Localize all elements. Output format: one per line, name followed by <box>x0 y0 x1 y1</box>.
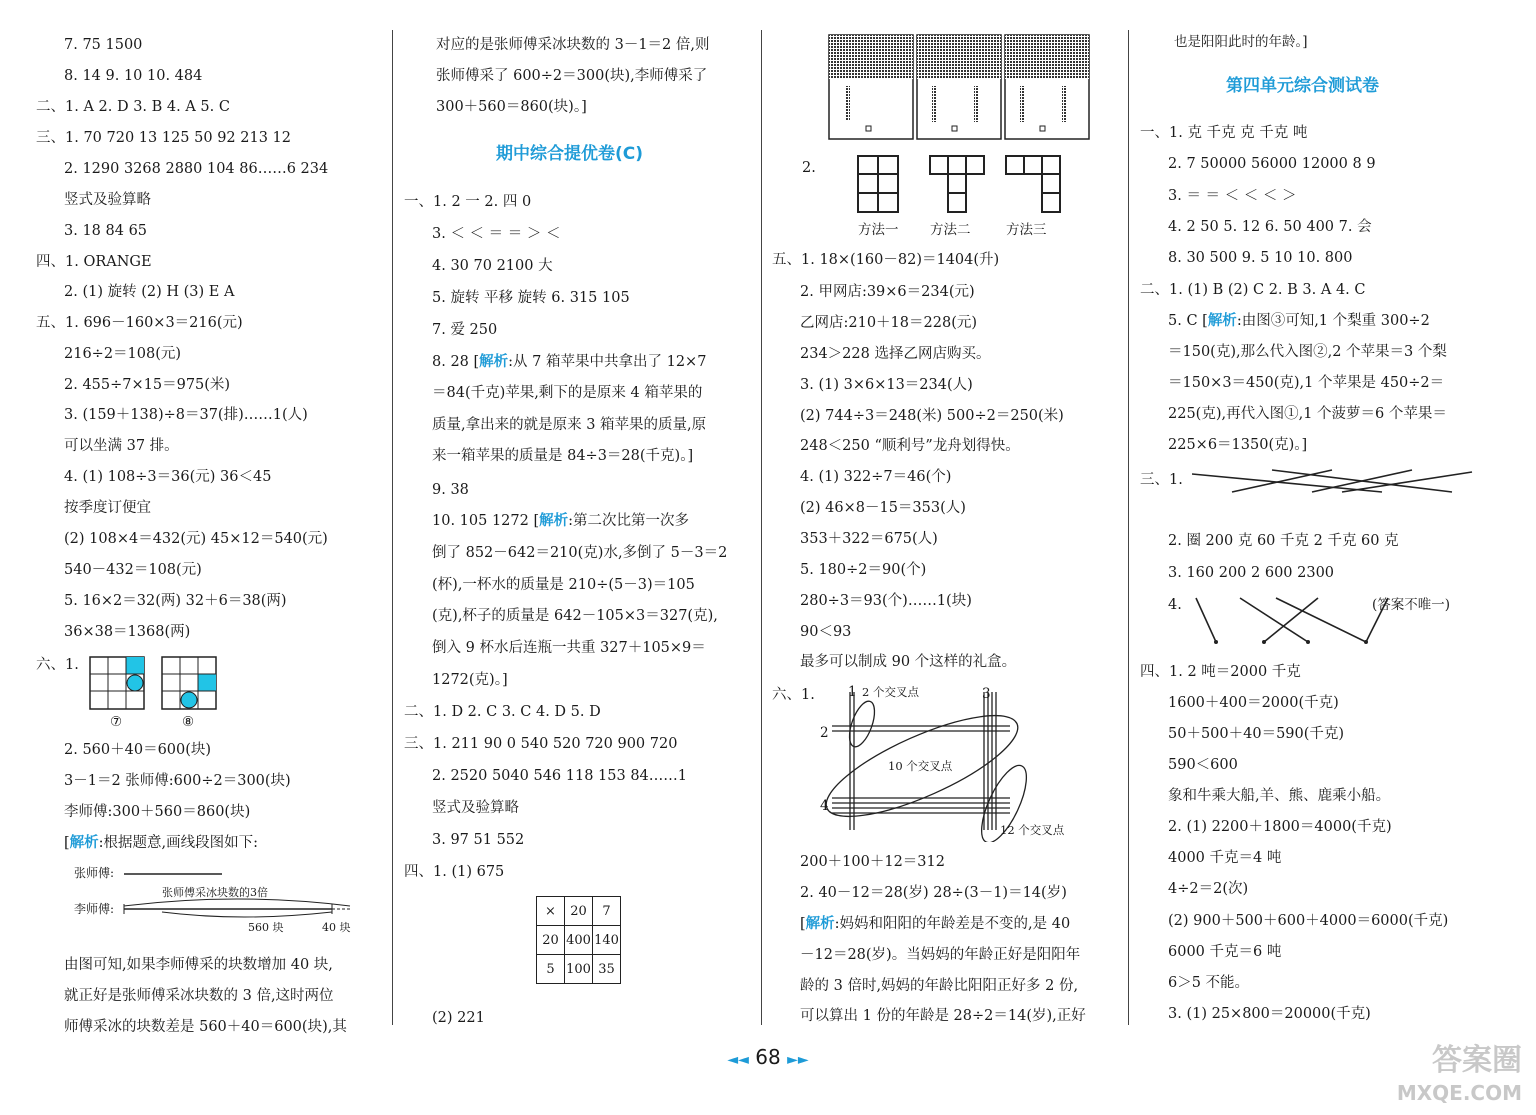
page-footer <box>0 1045 1536 1069</box>
place-value-figures <box>828 34 1090 142</box>
grid-figure-7 <box>90 657 144 709</box>
answer-line: 四、1. 2 吨＝2000 千克 <box>1140 664 1301 680</box>
analysis-tag: 解析 <box>805 915 835 932</box>
answer-line: 倒了 852－642＝210(克)水,多倒了 5－3＝2 <box>432 545 728 561</box>
answer-line: －12＝28(岁)。当妈妈的年龄正好是阳阳年 <box>800 947 1081 963</box>
figure-annotation: 12 个交叉点 <box>1000 823 1065 837</box>
page-number: 68 <box>755 1045 781 1069</box>
answer-line: 5. 旋转 平移 旋转 6. 315 105 <box>432 290 630 306</box>
answer-line: 3. (159＋138)÷8＝37(排)……1(人) <box>64 407 308 423</box>
method-label: 方法二 <box>930 222 971 238</box>
answer-line: 2. 1290 3268 2880 104 86……6 234 <box>64 161 329 177</box>
answer-line: 8. 14 9. 10 10. 484 <box>64 68 203 84</box>
answer-line: 4. 30 70 2100 大 <box>432 258 553 274</box>
answer-line: 四、1. (1) 675 <box>404 864 505 880</box>
answer-line: 4. (1) 108÷3＝36(元) 36＜45 <box>64 469 272 485</box>
answer-line: 3. (1) 3×6×13＝234(人) <box>800 377 973 393</box>
answer-text: 10. 105 1272 [ <box>432 513 540 529</box>
answer-line: 师傅采冰的块数差是 560＋40＝600(块),其 <box>64 1019 347 1035</box>
table-cell: 20 <box>537 926 565 955</box>
answer-line: 六、1. <box>772 687 815 703</box>
answer-line: 就正好是张师傅采冰块数的 3 倍,这时两位 <box>64 988 334 1004</box>
section-title: 期中综合提优卷(C) <box>496 144 644 164</box>
method-label: 方法一 <box>858 222 899 238</box>
answer-line: 8. 30 500 9. 5 10 10. 800 <box>1168 250 1353 266</box>
answer-line: 1600＋400＝2000(千克) <box>1168 695 1339 711</box>
answer-line: 2. 455÷7×15＝975(米) <box>64 377 231 393</box>
section-title: 第四单元综合测试卷 <box>1226 76 1379 96</box>
grid-figure-8 <box>162 657 216 709</box>
answer-line: 五、1. 696－160×3＝216(元) <box>36 315 243 331</box>
answer-line: 6000 千克＝6 吨 <box>1168 944 1282 960</box>
answer-line: 2. 560＋40＝600(块) <box>64 742 212 758</box>
answer-line: 三、1. <box>1140 472 1183 488</box>
answer-line: 一、1. 克 千克 克 千克 吨 <box>1140 125 1308 141</box>
prev-page-arrows-icon[interactable]: ◄◄ <box>727 1052 749 1068</box>
answer-line: 按季度订便宜 <box>64 500 151 516</box>
segment-label-li: 李师傅: <box>74 902 115 916</box>
figure-annotation: 10 个交叉点 <box>888 759 953 773</box>
answer-line: (2) 108×4＝432(元) 45×12＝540(元) <box>64 531 328 547</box>
answer-line: 4. (1) 322÷7＝46(个) <box>800 469 952 485</box>
answer-line: 300＋560＝860(块)。] <box>436 99 587 115</box>
answer-line: ＝150(克),那么代入图②,2 个苹果＝3 个梨 <box>1168 344 1447 360</box>
answer-line: 200＋100＋12＝312 <box>800 854 945 870</box>
segment-label-560: 560 块 <box>248 921 284 934</box>
answer-line: 2. (1) 2200＋1800＝4000(千克) <box>1168 819 1392 835</box>
watermark-text: 答案圈 <box>1432 1043 1522 1078</box>
table-cell: × <box>537 897 565 926</box>
answer-line: 540－432＝108(元) <box>64 562 202 578</box>
answer-line: 3. 18 84 65 <box>64 223 148 239</box>
answer-line: 5. 16×2＝32(两) 32＋6＝38(两) <box>64 593 287 609</box>
analysis-tag: 解析 <box>1207 312 1237 329</box>
answer-line: 2. (1) 旋转 (2) H (3) E A <box>64 284 235 300</box>
unfold-figures <box>856 154 1096 216</box>
analysis-tag: 解析 <box>479 353 509 370</box>
analysis-text: :从 7 箱苹果中共拿出了 12×7 <box>508 354 707 370</box>
answer-line: 六、1. <box>36 657 79 673</box>
analysis-line: [解析:根据题意,画线段图如下: <box>64 834 259 851</box>
answer-line: 可以坐满 37 排。 <box>64 438 179 454</box>
answer-line: 象和牛乘大船,羊、熊、鹿乘小船。 <box>1168 788 1391 804</box>
watermark-logo <box>1397 1045 1522 1109</box>
figure-number: 3 <box>982 686 991 702</box>
analysis-line: [解析:妈妈和阳阳的年龄差是不变的,是 40 <box>800 915 1071 932</box>
grid-label: ⑦ <box>110 714 123 730</box>
method-label: 方法三 <box>1006 222 1047 238</box>
answer-line: 5. 180÷2＝90(个) <box>800 562 927 578</box>
next-page-arrows-icon[interactable]: ►► <box>787 1052 809 1068</box>
answer-line: 李师傅:300＋560＝860(块) <box>64 804 251 820</box>
answer-line: 2. 40－12＝28(岁) 28÷(3－1)＝14(岁) <box>800 885 1067 901</box>
segment-label-40: 40 块 <box>322 921 351 934</box>
answer-note: (答案不唯一) <box>1372 597 1451 613</box>
answer-line: 3. ＝ ＝ ＜ ＜ ＜ ＞ <box>1168 188 1297 204</box>
answer-line: 三、1. 211 90 0 540 520 720 900 720 <box>404 736 678 752</box>
answer-line: 280÷3＝93(个)……1(块) <box>800 593 972 609</box>
multiplication-table <box>536 896 621 984</box>
answer-text: 8. 28 [ <box>432 354 480 370</box>
place-value-box <box>1005 35 1089 139</box>
column-divider <box>1128 30 1129 1025</box>
matching-lines-1 <box>1192 462 1492 502</box>
table-cell: 140 <box>593 926 621 955</box>
analysis-text: :妈妈和阳阳的年龄差是不变的,是 40 <box>834 916 1071 932</box>
answer-line: 倒入 9 杯水后连瓶一共重 327＋105×9＝ <box>432 640 706 656</box>
watermark-url: MXQE.COM <box>1396 1081 1522 1105</box>
answer-line: 4000 千克＝4 吨 <box>1168 850 1282 866</box>
answer-line: (克),杯子的质量是 642－105×3＝327(克), <box>432 608 718 624</box>
answer-line: 3. ＜ ＜ ＝ ＝ ＞ ＜ <box>432 226 561 242</box>
matching-lines-2 <box>1190 590 1390 650</box>
answer-line: 张师傅采了 600÷2＝300(块),李师傅采了 <box>436 68 708 84</box>
answer-line: 90＜93 <box>800 624 852 640</box>
analysis-text: :由图③可知,1 个梨重 300÷2 <box>1236 313 1430 329</box>
answer-line: (2) 221 <box>432 1010 485 1026</box>
answer-line: 7. 爱 250 <box>432 322 498 338</box>
answer-line: 四、1. ORANGE <box>36 254 152 270</box>
answer-line: 4. 2 50 5. 12 6. 50 400 7. 会 <box>1168 219 1372 235</box>
answer-line: ＝150×3＝450(克),1 个苹果是 450÷2＝ <box>1168 375 1445 391</box>
answer-line: 1272(克)。] <box>432 672 508 688</box>
table-cell: 20 <box>565 897 593 926</box>
answer-line: 质量,拿出来的就是原来 3 箱苹果的质量,原 <box>432 417 707 433</box>
answer-line: 3. 97 51 552 <box>432 832 525 848</box>
answer-line: 3. (1) 25×800＝20000(千克) <box>1168 1006 1371 1022</box>
answer-line: 2. <box>802 160 816 176</box>
answer-line: 五、1. 18×(160－82)＝1404(升) <box>772 252 1000 268</box>
answer-line: 4. <box>1168 597 1182 613</box>
figure-number: 2 <box>820 725 829 741</box>
answer-line: 9. 38 <box>432 482 469 498</box>
answer-text: 5. C [ <box>1168 313 1208 329</box>
intersection-figure <box>824 682 1084 842</box>
column-divider <box>761 30 762 1025</box>
answer-line: 来一箱苹果的质量是 84÷3＝28(千克)。] <box>432 448 694 464</box>
analysis-text: :第二次比第一次多 <box>568 513 690 529</box>
answer-line: 三、1. 70 720 13 125 50 92 213 12 <box>36 130 291 146</box>
answer-line: 3－1＝2 张师傅:600÷2＝300(块) <box>64 773 291 789</box>
column-divider <box>392 30 393 1025</box>
analysis-tag: 解析 <box>69 834 99 851</box>
answer-line: (2) 900＋500＋600＋4000＝6000(千克) <box>1168 913 1449 929</box>
answer-line: 最多可以制成 90 个这样的礼盒。 <box>800 654 1017 670</box>
answer-line: 36×38＝1368(两) <box>64 624 191 640</box>
segment-note: 张师傅采冰块数的3倍 <box>162 886 268 899</box>
analysis-line <box>432 511 689 531</box>
answer-line: 3. 160 200 2 600 2300 <box>1168 565 1335 581</box>
answer-line: 乙网店:210＋18＝228(元) <box>800 315 978 331</box>
method-1-figure <box>858 156 898 212</box>
answer-line: (2) 744÷3＝248(米) 500÷2＝250(米) <box>800 408 1064 424</box>
place-value-box <box>829 35 913 139</box>
answer-line: (2) 46×8－15＝353(人) <box>800 500 966 516</box>
table-cell: 5 <box>537 955 565 984</box>
table-cell: 7 <box>593 897 621 926</box>
analysis-line <box>1168 311 1430 331</box>
answer-line: 也是阳阳此时的年龄。] <box>1174 34 1308 50</box>
answer-line: 龄的 3 倍时,妈妈的年龄比阳阳正好多 2 份, <box>800 978 1079 994</box>
method-2-figure <box>930 156 984 212</box>
grid-label: ⑧ <box>182 714 195 730</box>
answer-line: 二、1. (1) B (2) C 2. B 3. A 4. C <box>1140 282 1366 298</box>
figure-annotation: 2 个交叉点 <box>862 685 919 699</box>
figure-number: 4 <box>820 798 829 814</box>
place-value-box <box>917 35 1001 139</box>
segment-label-zhang: 张师傅: <box>74 866 115 880</box>
answer-line: 6＞5 不能。 <box>1168 975 1250 991</box>
answer-line: 2. 7 50000 56000 12000 8 9 <box>1168 156 1376 172</box>
answer-line: 2. 甲网店:39×6＝234(元) <box>800 284 975 300</box>
answer-line: 225(克),再代入图①,1 个菠萝＝6 个苹果＝ <box>1168 406 1447 422</box>
answer-line: 590＜600 <box>1168 757 1238 773</box>
method-3-figure <box>1006 156 1060 212</box>
answer-line: 2. 2520 5040 546 118 153 84……1 <box>432 768 687 784</box>
answer-line: 由图可知,如果李师傅采的块数增加 40 块, <box>64 957 333 973</box>
table-cell: 100 <box>565 955 593 984</box>
answer-line: 225×6＝1350(克)。] <box>1168 437 1308 453</box>
answer-line: 216÷2＝108(元) <box>64 346 182 362</box>
answer-line: 353＋322＝675(人) <box>800 531 938 547</box>
answer-line: 对应的是张师傅采冰块数的 3－1＝2 倍,则 <box>436 37 710 53</box>
analysis-line <box>432 352 706 372</box>
answer-line: 竖式及验算略 <box>432 800 519 816</box>
answer-line: 二、1. D 2. C 3. C 4. D 5. D <box>404 704 601 720</box>
answer-line: 50＋500＋40＝590(千克) <box>1168 726 1345 742</box>
answer-line: 4÷2＝2(次) <box>1168 881 1249 897</box>
answer-line: 7. 75 1500 <box>64 37 143 53</box>
segment-diagram <box>122 868 352 923</box>
answer-line: (杯),一杯水的质量是 210÷(5－3)＝105 <box>432 577 695 593</box>
table-cell: 400 <box>565 926 593 955</box>
answer-line: 二、1. A 2. D 3. B 4. A 5. C <box>36 99 230 115</box>
answer-line: ＝84(千克)苹果,剩下的是原来 4 箱苹果的 <box>432 385 703 401</box>
answer-line: 234＞228 选择乙网店购买。 <box>800 346 991 362</box>
answer-line: 竖式及验算略 <box>64 192 151 208</box>
answer-line: 2. 圈 200 克 60 千克 2 千克 60 克 <box>1168 533 1399 549</box>
analysis-text: :根据题意,画线段图如下: <box>98 835 259 851</box>
analysis-tag: 解析 <box>539 512 569 529</box>
answer-line: 一、1. 2 一 2. 四 0 <box>404 194 532 210</box>
table-cell: 35 <box>593 955 621 984</box>
answer-line: 可以算出 1 份的年龄是 28÷2＝14(岁),正好 <box>800 1008 1086 1024</box>
answer-line: 248＜250 “顺利号”龙舟划得快。 <box>800 438 1020 454</box>
figure-number: 1 <box>848 684 857 700</box>
